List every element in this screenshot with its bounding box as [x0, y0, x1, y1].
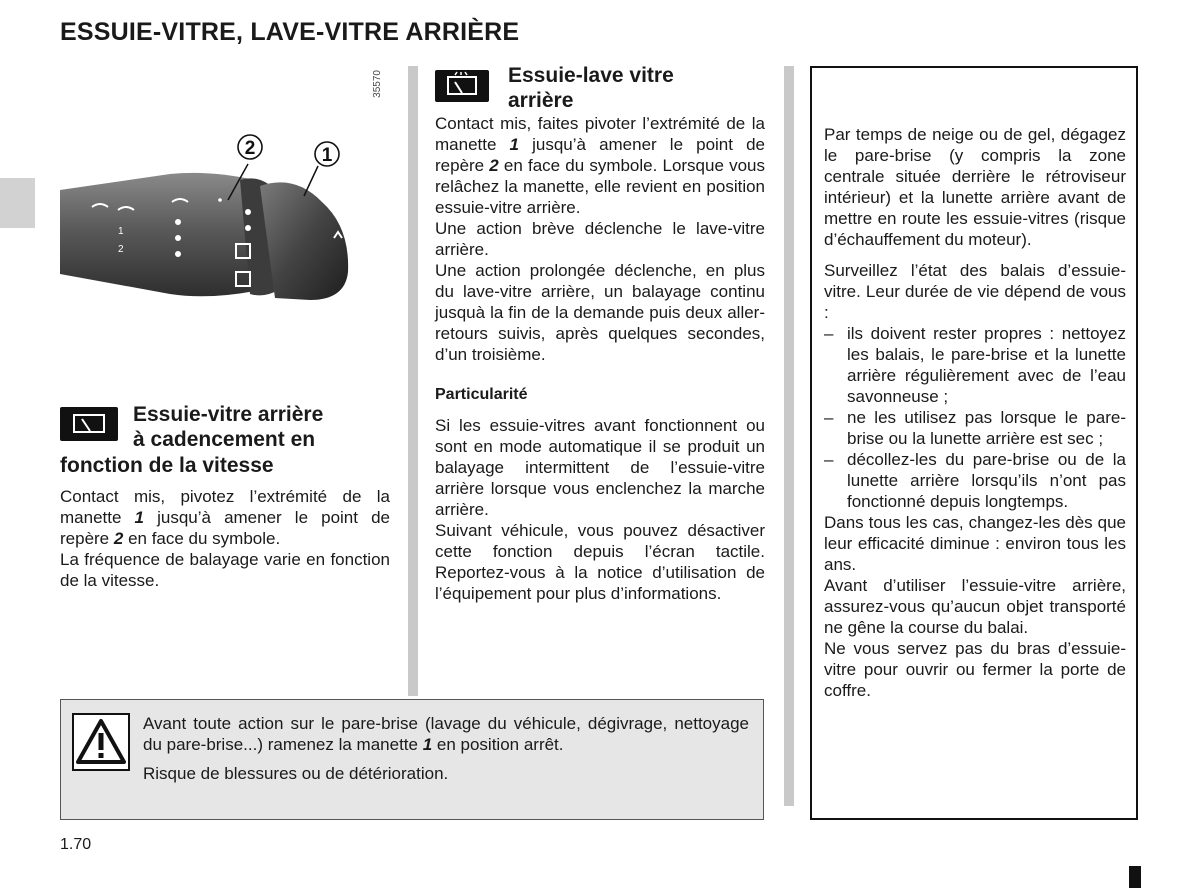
callout-paragraph-5: Ne vous servez pas du bras d’essuie-vitre pour ouvrir ou fermer la porte de coffre.	[824, 639, 1126, 700]
middle-section-body	[435, 113, 765, 365]
chapter-tab	[0, 178, 35, 228]
warning-text	[143, 713, 749, 784]
page-title: ESSUIE-VITRE, LAVE-VITRE ARRIÈRE	[60, 18, 520, 46]
callout-list-item: – ne les utilisez pas lorsque le pare-brise ou la lunette arrière est sec ;	[824, 408, 1126, 448]
maintenance-callout-text	[824, 124, 1126, 701]
middle-section-paragraph-4: Si les essuie-vitres avant fonctionnent ou sont en mode automatique il se produit un balayage intermittent de l’essuie-vitre arrière lorsque vous enclenchez la marche arrière.	[435, 416, 765, 519]
left-section-title-line3: fonction de la vitesse	[60, 454, 274, 477]
warning-paragraph-2: Risque de blessures ou de détérioration.	[143, 764, 449, 783]
callout-list-item: – décollez-les du pare-brise ou de la lunette arrière lorsqu’ils n’ont pas fonctionné depuis longtemps.	[824, 450, 1126, 511]
column-rule-right	[784, 66, 794, 806]
middle-section-paragraph-1: Contact mis, faites pivoter l’extrémité de la manette 1 jusqu’à amener le point de repère 2 en face du symbole. Lorsque vous relâchez la manette, elle revient en position essuie-vitre arrière.	[435, 114, 765, 217]
callout-label-2: 2	[244, 138, 256, 159]
middle-section-paragraph-5: Suivant véhicule, vous pouvez désactiver cette fonction depuis l’écran tactile. Reportez-vous à la notice d’utilisation de l’équipement pour plus d’informations.	[435, 521, 765, 603]
left-section-title-line1: Essuie-vitre arrière	[133, 403, 324, 426]
stalk-mark-2: 2	[118, 244, 124, 255]
rear-wiper-icon	[60, 407, 118, 441]
wiper-stalk-drawing	[60, 62, 390, 310]
left-section-paragraph-2: La fréquence de balayage varie en fonction de la vitesse.	[60, 550, 390, 590]
page-number: 1.70	[60, 836, 92, 853]
corner-mark	[1129, 866, 1141, 888]
callout-paragraph-3: Dans tous les cas, changez-les dès que leur efficacité diminue : environ tous les ans.	[824, 513, 1126, 574]
callout-paragraph-4: Avant d’utiliser l’essuie-vitre arrière, assurez-vous qu’aucun objet transporté ne gêne la course du balai.	[824, 576, 1126, 637]
middle-section-title-line2: arrière	[508, 89, 574, 112]
column-rule-left	[408, 66, 418, 696]
illustration-reference: 35570	[372, 70, 383, 98]
left-section-paragraph-1: Contact mis, pivotez l’extrémité de la manette 1 jusqu’à amener le point de repère 2 en face du symbole.	[60, 487, 390, 548]
left-section-body	[60, 486, 390, 591]
warning-paragraph-1: Avant toute action sur le pare-brise (lavage du véhicule, dégivrage, nettoyage du pare-brise...) ramenez la manette 1 en position arrêt.	[143, 714, 749, 754]
particularite-body	[435, 415, 765, 604]
middle-section-paragraph-2: Une action brève déclenche le lave-vitre arrière.	[435, 219, 765, 259]
callout-paragraph-2: Surveillez l’état des balais d’essuie-vitre. Leur durée de vie dépend de vous :	[824, 261, 1126, 322]
leader-line-1	[304, 166, 318, 196]
wiper-stalk-illustration	[60, 62, 390, 310]
left-section-title-line2: à cadencement en	[133, 428, 316, 451]
callout-list-item: – ils doivent rester propres : nettoyez les balais, le pare-brise et la lunette arrière régulièrement avec de l’eau savonneuse ;	[824, 324, 1126, 406]
warning-triangle-icon	[72, 713, 130, 771]
middle-section-paragraph-3: Une action prolongée déclenche, en plus du lave-vitre arrière, un balayage continu jusquà la fin de la demande puis deux aller-retours suivis, après quelques secondes, d’un troisième.	[435, 261, 765, 364]
callout-label-1: 1	[321, 145, 333, 166]
callout-paragraph-1: Par temps de neige ou de gel, dégagez le pare-brise (y compris la zone centrale située derrière le rétroviseur intérieur) et la lunette arrière avant de mettre en route les essuie-vitres (risque d’échauffement du moteur).	[824, 125, 1126, 249]
rear-wiper-washer-icon	[435, 70, 489, 102]
stalk-mark-1: 1	[118, 226, 124, 237]
particularite-heading: Particularité	[435, 386, 528, 403]
middle-section-title-line1: Essuie-lave vitre	[508, 64, 674, 87]
